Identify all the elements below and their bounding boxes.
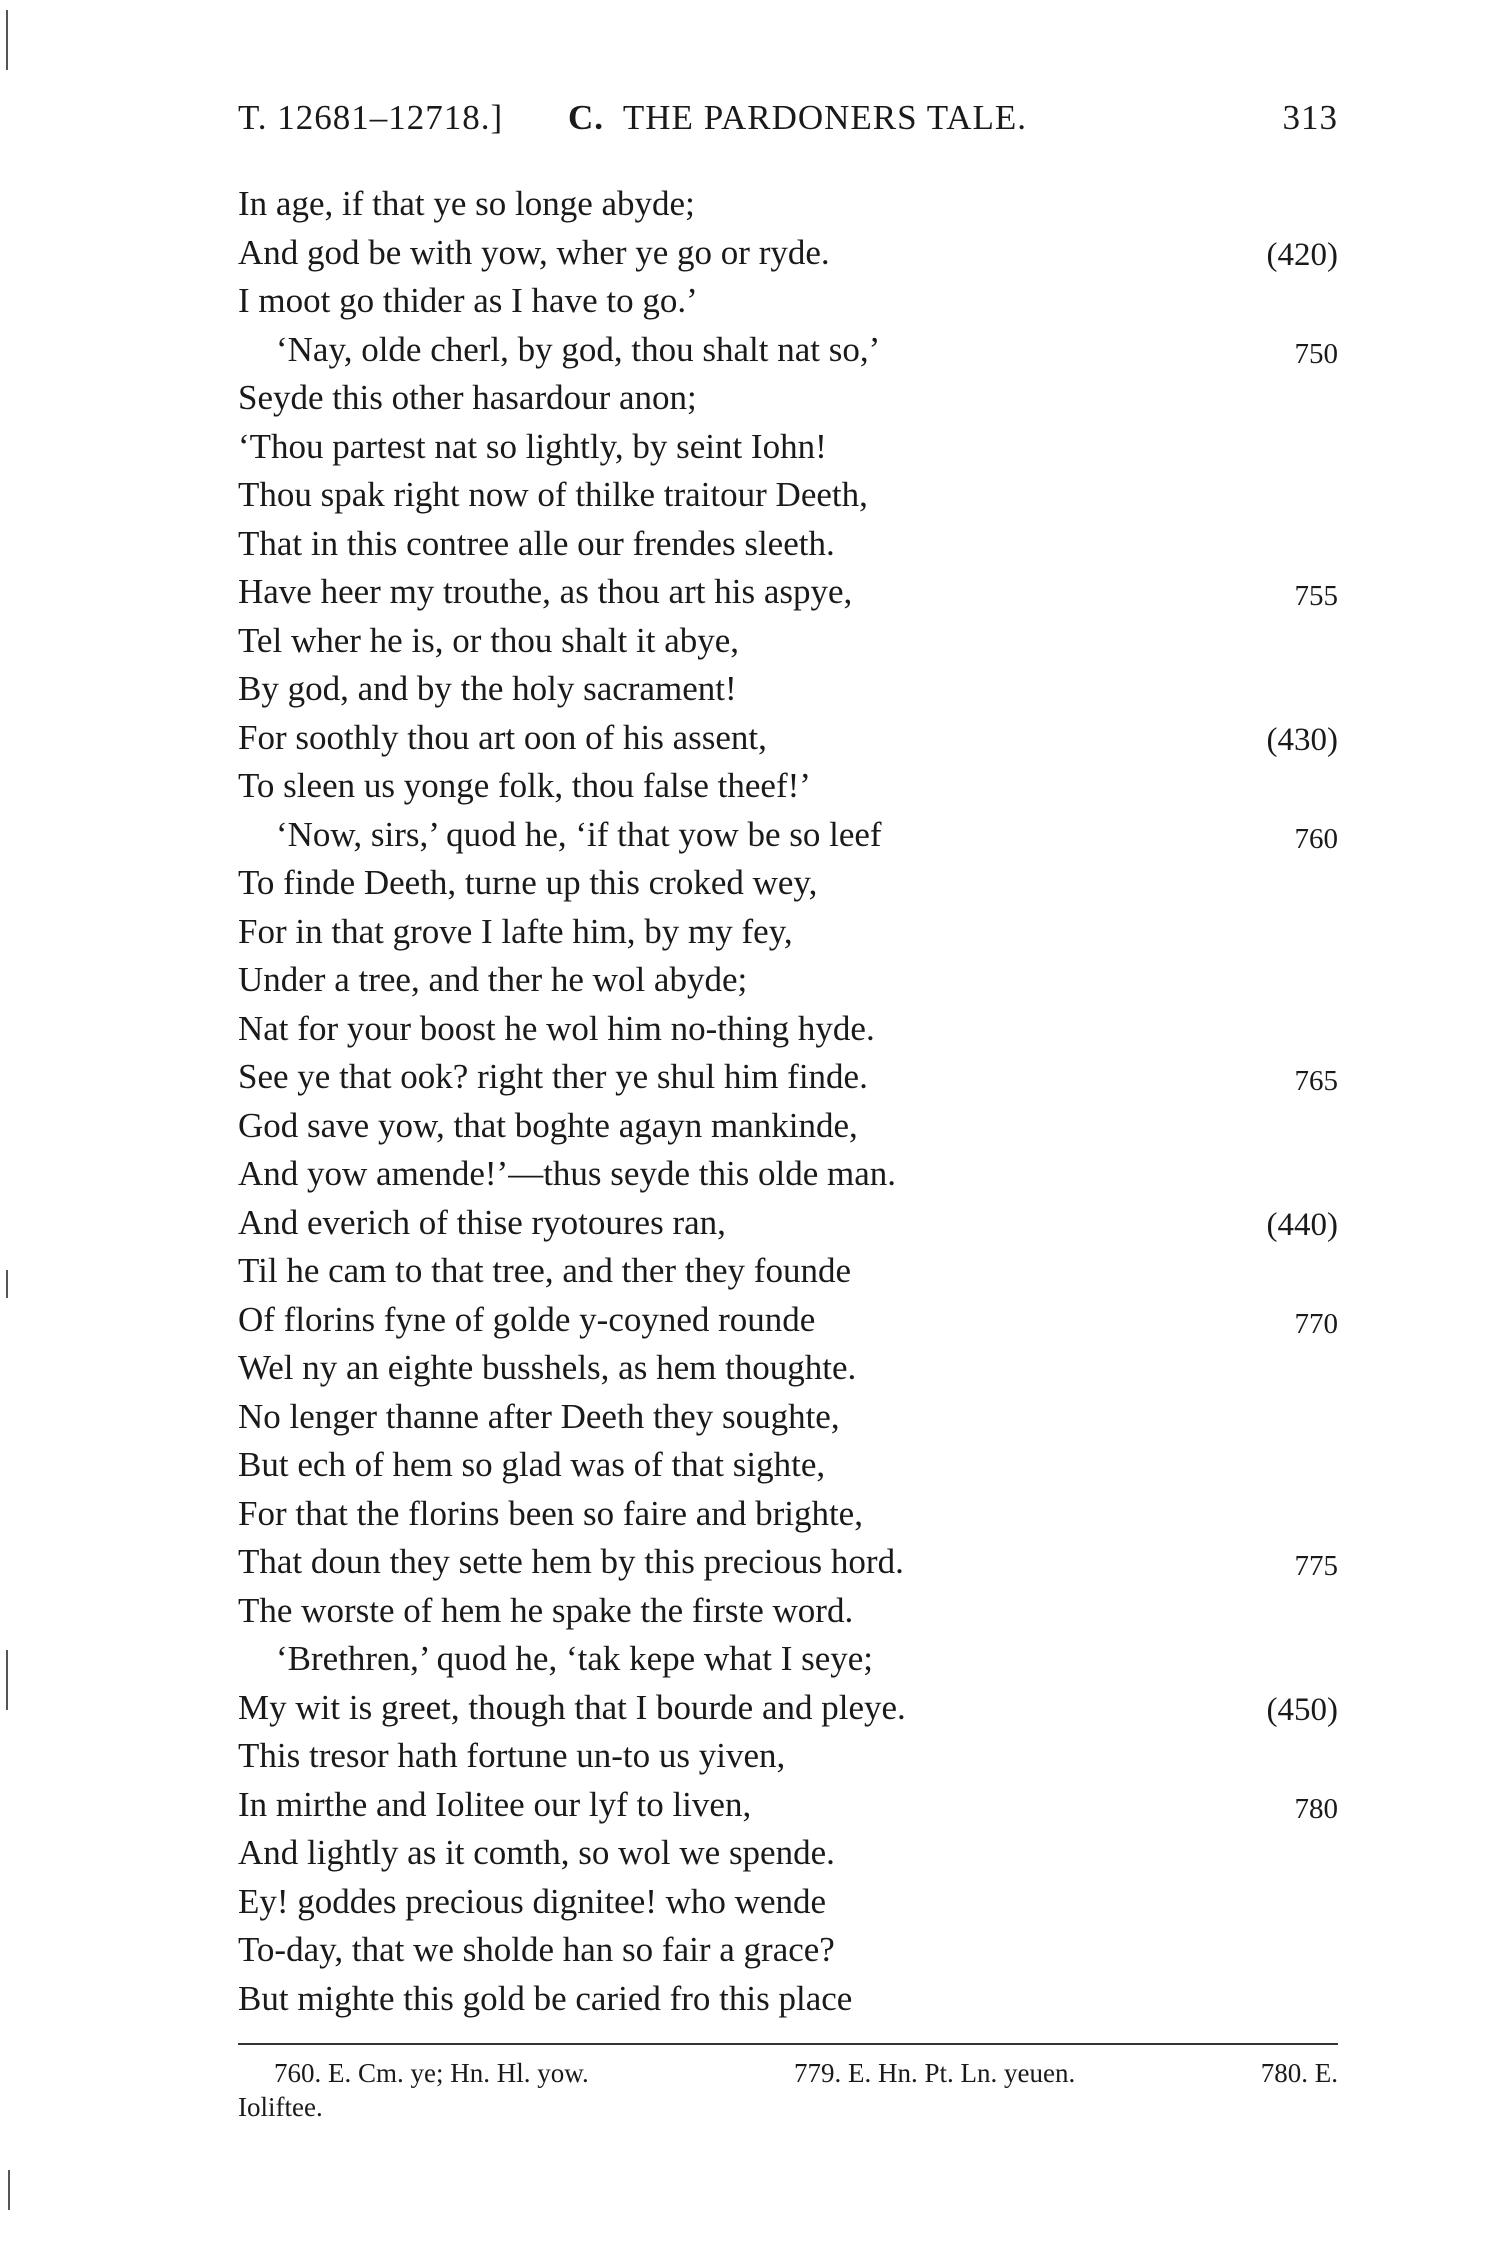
verse-text: For that the florins been so faire and brighte, (238, 1493, 863, 1533)
verse-text: By god, and by the holy sacrament! (238, 669, 737, 708)
verse-line (238, 1296, 1338, 1345)
verse-text: Nat for your boost he wol him no-thing hyde. (238, 1008, 875, 1048)
running-header (238, 98, 1338, 158)
verse-line (238, 1441, 1338, 1490)
verse-line (238, 811, 1338, 860)
verse-text: Seyde this other hasardour anon; (238, 378, 697, 417)
line-number: 765 (1294, 1065, 1338, 1097)
verse-line (238, 1538, 1338, 1587)
verse-text: God save yow, that boghte agayn mankinde, (238, 1105, 858, 1145)
verse-line (238, 1878, 1338, 1927)
footnote-divider (238, 2043, 1338, 2045)
verse-text: But mighte this gold be caried fro this place (238, 1978, 853, 2018)
tale-title-text: THE PARDONERS TALE. (622, 98, 1028, 137)
scan-mark (6, 1650, 8, 1710)
line-number: 780 (1294, 1792, 1338, 1825)
verse-line (238, 1393, 1338, 1442)
verse-line (238, 1150, 1338, 1199)
verse-text: Ey! goddes precious dignitee! who wende (238, 1881, 827, 1921)
verse-text: ‘Nay, olde cherl, by god, thou shalt nat so,’ (276, 329, 881, 369)
footnotes (238, 2056, 1338, 2124)
verse-text: Have heer my trouthe, as thou art his aspye, (238, 572, 853, 611)
scan-mark (6, 10, 8, 70)
verse-line (238, 277, 1338, 326)
scan-mark (8, 2170, 10, 2210)
verse-text: Wel ny an eighte busshels, as hem thoughte. (238, 1348, 857, 1387)
verse-line (238, 1926, 1338, 1975)
verse-line (238, 1975, 1338, 2024)
verse-line (238, 859, 1338, 908)
verse-line (238, 617, 1338, 666)
verse-text: To finde Deeth, turne up this croked wey, (238, 863, 818, 902)
line-number: 770 (1294, 1307, 1338, 1340)
verse-line (238, 1102, 1338, 1151)
verse-line (238, 180, 1338, 229)
verse-text: Of florins fyne of golde y-coyned rounde (238, 1299, 816, 1339)
verse-line (238, 471, 1338, 520)
verse-line (238, 520, 1338, 569)
verse-text: ‘Now, sirs,’ quod he, ‘if that yow be so leef (276, 814, 882, 854)
verse-text: Under a tree, and ther he wol abyde; (238, 960, 748, 999)
scan-mark (6, 1270, 8, 1298)
verse-text: To sleen us yonge folk, thou false theef!’ (238, 766, 811, 805)
verse-text: ‘Brethren,’ quod he, ‘tak kepe what I seye; (276, 1639, 874, 1678)
verse-line (238, 1053, 1338, 1102)
verse-line (238, 762, 1338, 811)
line-number: 750 (1294, 337, 1338, 370)
footnote-760: 760. E. Cm. ye; Hn. Hl. yow. (274, 2058, 589, 2088)
verse-text: In age, if that ye so longe abyde; (238, 184, 695, 223)
line-number: 775 (1294, 1550, 1338, 1582)
verse-line (238, 1344, 1338, 1393)
verse-text: And yow amende!’—thus seyde this olde man. (238, 1154, 897, 1193)
verse-line (238, 374, 1338, 423)
verse-line (238, 1829, 1338, 1878)
verse-text: Tel wher he is, or thou shalt it abye, (238, 620, 740, 660)
verse-line (238, 229, 1338, 278)
footnote-780-continued: Ioliftee. (238, 2092, 323, 2122)
verse-text: See ye that ook? right ther ye shul him finde. (238, 1057, 868, 1096)
tale-title (568, 98, 1027, 138)
line-number: (420) (1266, 236, 1338, 273)
verse-text: And god be with yow, wher ye go or ryde. (238, 232, 830, 272)
line-range: T. 12681–12718.] (238, 98, 504, 137)
line-number: 755 (1294, 580, 1338, 612)
verse-text: ‘Thou partest nat so lightly, by seint Iohn! (238, 426, 827, 466)
verse-line (238, 1490, 1338, 1539)
verse-text: But ech of hem so glad was of that sighte, (238, 1445, 826, 1484)
verse-line (238, 956, 1338, 1005)
footnote-779: 779. E. Hn. Pt. Ln. yeuen. (794, 2058, 1076, 2088)
verse-line (238, 1635, 1338, 1684)
verse-line (238, 1684, 1338, 1733)
verse-line (238, 326, 1338, 375)
verse-line (238, 568, 1338, 617)
verse-text: My wit is greet, though that I bourde and pleye. (238, 1687, 906, 1727)
verse-text: To-day, that we sholde han so fair a grace? (238, 1930, 835, 1969)
line-number: (450) (1266, 1691, 1338, 1728)
verse-text: The worste of hem he spake the firste word. (238, 1590, 854, 1630)
verse-line (238, 1199, 1338, 1248)
line-number: (430) (1266, 721, 1338, 758)
verse-text: Thou spak right now of thilke traitour Deeth, (238, 475, 868, 514)
verse-text: That doun they sette hem by this precious hord. (238, 1542, 904, 1581)
footnote-780: 780. E. (1260, 2058, 1338, 2088)
verse-text: For in that grove I lafte him, by my fey, (238, 911, 793, 951)
verse-text: In mirthe and Iolitee our lyf to liven, (238, 1784, 752, 1824)
verse-line (238, 423, 1338, 472)
verse-text: That in this contree alle our frendes sleeth. (238, 523, 835, 563)
verse-text: No lenger thanne after Deeth they soughte, (238, 1396, 840, 1436)
verse-line (238, 908, 1338, 957)
verse-line (238, 714, 1338, 763)
verse-line (238, 1005, 1338, 1054)
verse-line (238, 665, 1338, 714)
verse-text: I moot go thider as I have to go.’ (238, 281, 698, 320)
verse-line (238, 1247, 1338, 1296)
line-number: 760 (1294, 822, 1338, 855)
verse-text: And everich of thise ryotoures ran, (238, 1202, 726, 1242)
page-number: 313 (1282, 98, 1338, 137)
verse-text: And lightly as it comth, so wol we spende. (238, 1833, 835, 1872)
verse-line (238, 1781, 1338, 1830)
section-letter: C. (568, 98, 605, 137)
line-number: (440) (1266, 1206, 1338, 1243)
verse-text: Til he cam to that tree, and ther they founde (238, 1251, 851, 1290)
verse-line (238, 1732, 1338, 1781)
verse-text: This tresor hath fortune un-to us yiven, (238, 1736, 786, 1775)
verse-line (238, 1587, 1338, 1636)
verse-text: For soothly thou art oon of his assent, (238, 717, 767, 757)
verse-block (238, 180, 1338, 2023)
